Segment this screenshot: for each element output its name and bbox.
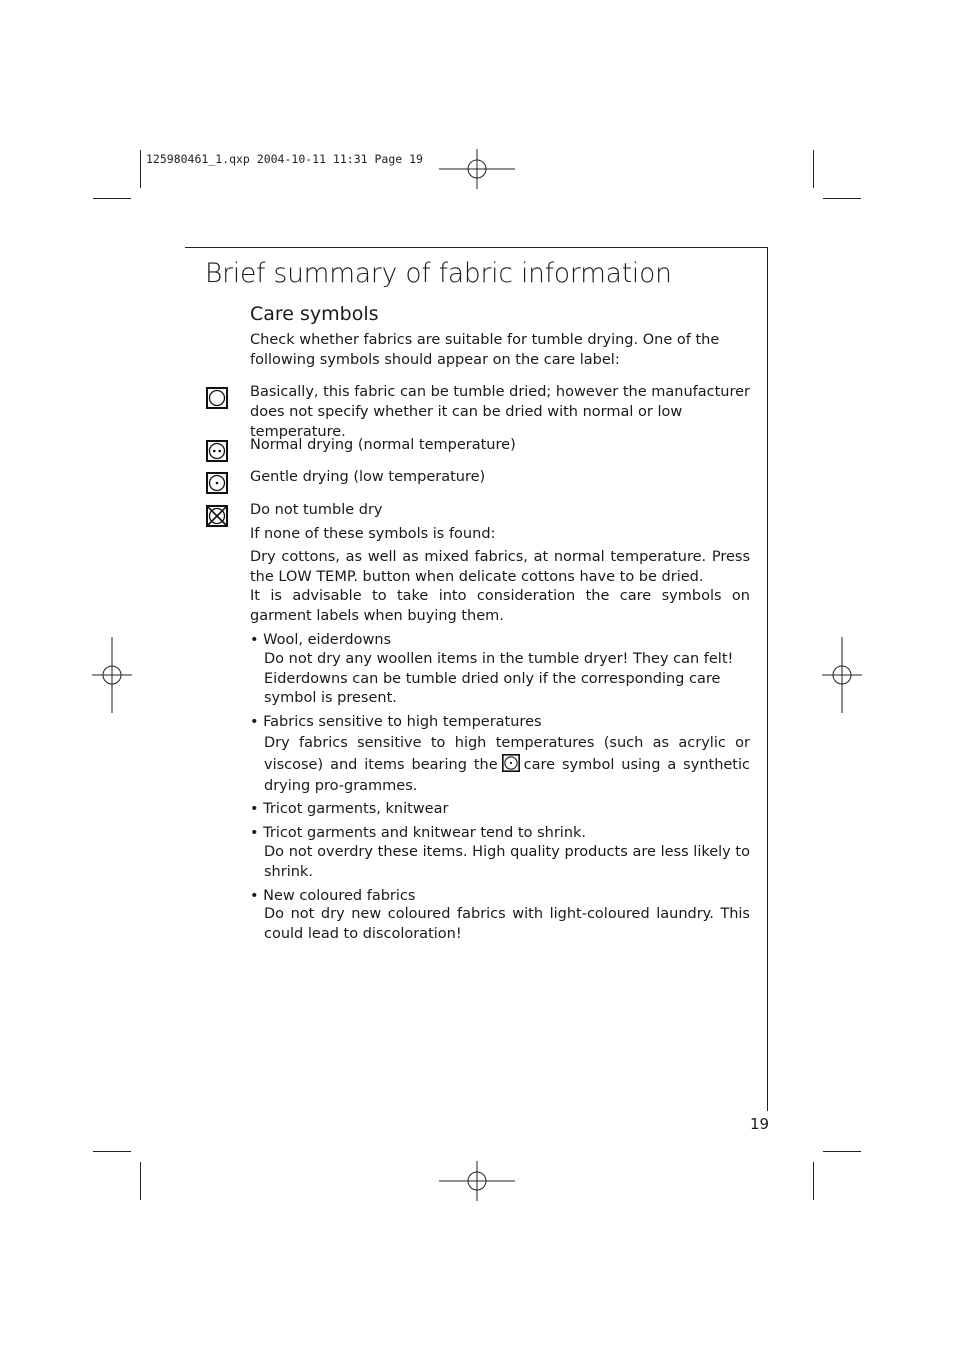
tumble-dry-icon — [206, 387, 228, 409]
bullet-body: Do not overdry these items. High quality products are less likely to shrink. — [264, 844, 750, 880]
tumble-dry-low-icon — [502, 754, 520, 772]
page-frame-top — [185, 247, 768, 248]
symbol-description: Basically, this fabric can be tumble dried; however the manufacturer does not specify whether it can be dried with normal or low temperature. — [250, 384, 751, 440]
bullet-body — [264, 733, 750, 797]
default-drying-text: Dry cottons, as well as mixed fabrics, at normal temperature. Press the LOW TEMP. button when delicate cottons have to be dried. — [250, 549, 750, 585]
crop-mark — [823, 1151, 861, 1152]
bullet-body-text: care symbol using a synthetic drying pro-grammes. — [264, 757, 750, 794]
bullet-body: Do not dry new coloured fabrics with light-coloured laundry. This could lead to discoloration! — [264, 906, 750, 942]
page-number: 19 — [750, 1115, 770, 1133]
registration-mark-icon — [802, 635, 882, 715]
print-slug: 125980461_1.qxp 2004-10-11 11:31 Page 19 — [146, 152, 423, 166]
bullet-body-text: Dry fabrics sensitive to high temperatures (such as acrylic or viscose) and items bearing the — [264, 735, 750, 773]
intro-text: Check whether fabrics are suitable for tumble drying. One of the following symbols should appear on the care label: — [250, 332, 720, 368]
crop-mark — [93, 1151, 131, 1152]
tumble-dry-low-icon — [206, 472, 228, 494]
crop-mark — [813, 1162, 814, 1200]
crop-mark — [140, 150, 141, 188]
crop-mark — [813, 150, 814, 188]
tumble-dry-normal-icon — [206, 440, 228, 462]
crop-mark — [93, 198, 131, 199]
advisable-text: It is advisable to take into consideration the care symbols on garment labels when buying them. — [250, 588, 750, 624]
page-frame-right — [767, 247, 768, 1111]
section-title: Care symbols — [250, 303, 379, 325]
crop-mark — [140, 1162, 141, 1200]
crop-mark — [823, 198, 861, 199]
do-not-tumble-dry-icon — [206, 505, 228, 527]
registration-mark-icon — [437, 129, 517, 209]
bullet-heading: • Tricot garments and knitwear tend to shrink. — [250, 825, 587, 841]
symbol-description: Do not tumble dry — [250, 502, 383, 518]
page-title: Brief summary of fabric information — [205, 258, 672, 289]
bullet-heading: • New coloured fabrics — [250, 888, 416, 904]
bullet-heading: • Fabrics sensitive to high temperatures — [250, 714, 542, 730]
bullet-heading: • Tricot garments, knitwear — [250, 801, 449, 817]
registration-mark-icon — [72, 635, 152, 715]
bullet-heading: • Wool, eiderdowns — [250, 632, 392, 648]
symbol-description: Normal drying (normal temperature) — [250, 437, 516, 453]
registration-mark-icon — [437, 1141, 517, 1221]
none-found-text: If none of these symbols is found: — [250, 526, 496, 542]
bullet-body: Do not dry any woollen items in the tumble dryer! They can felt! Eiderdowns can be tumble dried only if the corresponding care symbol is present. — [264, 651, 734, 706]
symbol-description: Gentle drying (low temperature) — [250, 469, 486, 485]
